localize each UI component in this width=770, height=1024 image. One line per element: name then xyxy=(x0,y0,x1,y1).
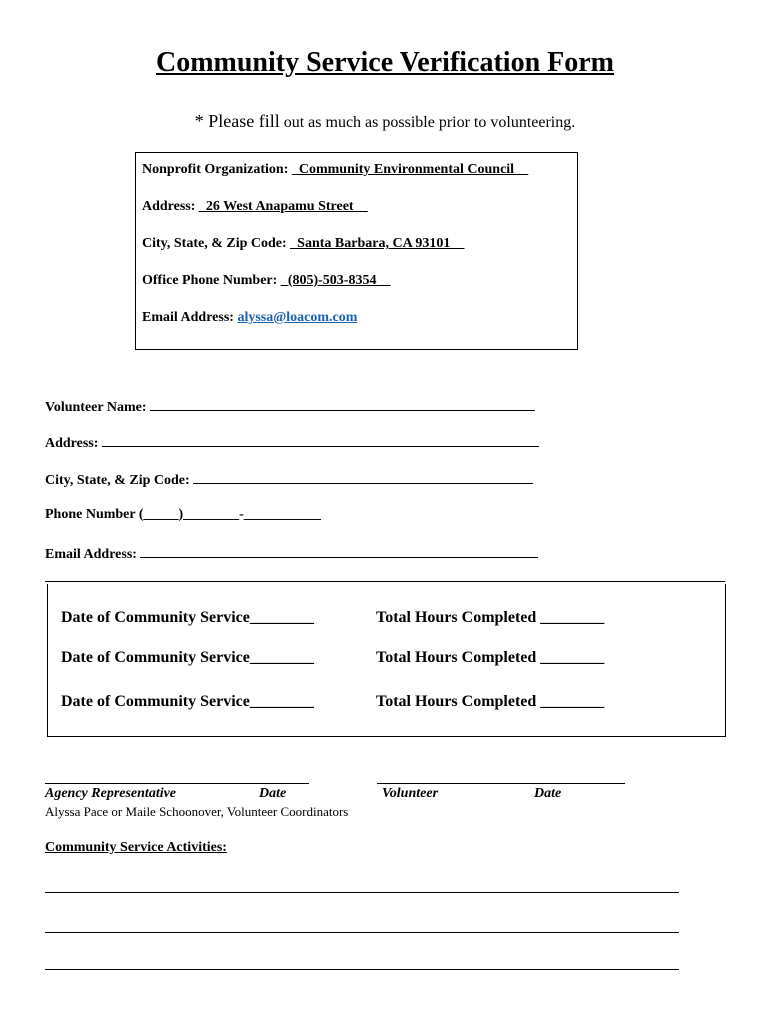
activities-heading: Community Service Activities: xyxy=(45,840,227,855)
org-phone-label: Office Phone Number: xyxy=(142,273,278,288)
nonprofit-row xyxy=(142,162,528,178)
organization-info-box xyxy=(135,152,578,350)
volunteer-label: Volunteer xyxy=(382,786,439,801)
org-email-link[interactable]: alyssa@loacom.com xyxy=(237,310,358,325)
service-date-field-2[interactable]: Date of Community Service________ xyxy=(61,649,314,666)
volunteer-email-label: Email Address: xyxy=(45,547,137,562)
activity-line-1[interactable] xyxy=(45,892,679,893)
service-date-field-1[interactable]: Date of Community Service________ xyxy=(61,609,314,626)
org-address-row xyxy=(142,199,368,215)
volunteer-name-field[interactable] xyxy=(150,397,535,411)
volunteer-email-row xyxy=(45,544,538,563)
volunteer-address-row xyxy=(45,433,539,452)
volunteer-city-field[interactable] xyxy=(193,470,533,484)
page-title: Community Service Verification Form xyxy=(155,47,615,78)
volunteer-signature-line[interactable] xyxy=(377,783,625,784)
volunteer-phone-row xyxy=(45,507,321,523)
activity-line-3[interactable] xyxy=(45,969,679,970)
org-address-value: _26 West Anapamu Street__ xyxy=(198,199,368,214)
volunteer-address-field[interactable] xyxy=(102,433,539,447)
section-divider xyxy=(45,581,725,582)
coordinators-note: Alyssa Pace or Maile Schoonover, Volunteer Coordinators xyxy=(45,804,349,819)
agency-date-label: Date xyxy=(259,786,287,801)
volunteer-city-label: City, State, & Zip Code: xyxy=(45,473,190,488)
agency-signature-line[interactable] xyxy=(45,783,309,784)
volunteer-name-label: Volunteer Name: xyxy=(45,400,147,415)
service-hours-box xyxy=(47,584,726,737)
total-hours-field-3[interactable]: Total Hours Completed ________ xyxy=(376,693,605,710)
agency-representative-label: Agency Representative xyxy=(45,786,177,801)
org-phone-value: _(805)-503-8354__ xyxy=(280,273,391,288)
service-date-field-3[interactable]: Date of Community Service________ xyxy=(61,693,314,710)
org-city-label: City, State, & Zip Code: xyxy=(142,236,287,251)
volunteer-address-label: Address: xyxy=(45,436,99,451)
nonprofit-label: Nonprofit Organization: xyxy=(142,162,289,177)
org-email-label: Email Address: xyxy=(142,310,234,325)
total-hours-field-1[interactable]: Total Hours Completed ________ xyxy=(376,609,605,626)
subtitle-lead: * Please fill xyxy=(194,111,280,131)
nonprofit-value: _Community Environmental Council__ xyxy=(291,162,529,177)
subtitle-rest: out as much as possible prior to volunteering. xyxy=(279,114,576,131)
org-address-label: Address: xyxy=(142,199,196,214)
org-phone-row xyxy=(142,273,390,289)
volunteer-name-row xyxy=(45,397,535,416)
activity-line-2[interactable] xyxy=(45,932,679,933)
org-email-row xyxy=(142,310,357,326)
volunteer-city-row xyxy=(45,470,533,489)
volunteer-phone-field[interactable]: (_____)________-___________ xyxy=(138,507,321,522)
volunteer-phone-label: Phone Number xyxy=(45,507,136,522)
volunteer-email-field[interactable] xyxy=(140,544,538,558)
volunteer-date-label: Date xyxy=(534,786,562,801)
total-hours-field-2[interactable]: Total Hours Completed ________ xyxy=(376,649,605,666)
org-city-value: _Santa Barbara, CA 93101__ xyxy=(290,236,465,251)
subtitle xyxy=(0,111,770,132)
org-city-row xyxy=(142,236,464,252)
